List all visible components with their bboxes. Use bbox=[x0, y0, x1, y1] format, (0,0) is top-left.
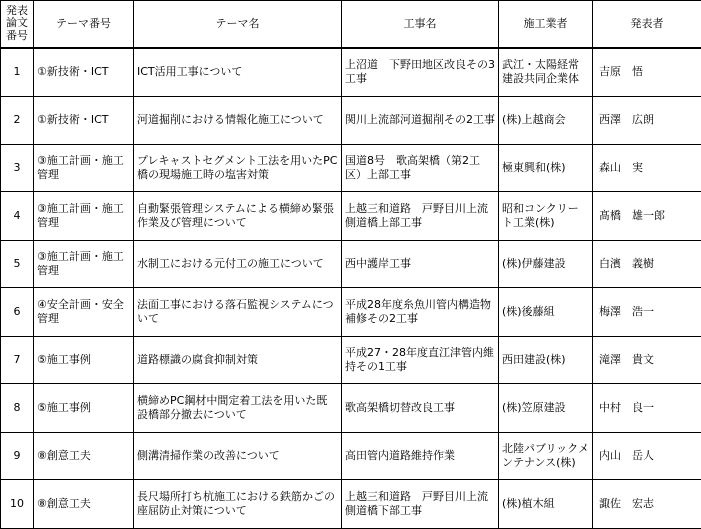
cell-project-name: 高田管内道路維持作業 bbox=[342, 432, 499, 479]
cell-theme-name: プレキャストセグメント工法を用いたPC橋の現場施工時の塩害対策 bbox=[134, 145, 342, 192]
cell-theme-number: ③施工計画・施工管理 bbox=[34, 145, 134, 192]
cell-theme-name: ICT活用工事について bbox=[134, 48, 342, 97]
cell-paper-number: 6 bbox=[1, 288, 34, 337]
cell-presenter: 吉原 悟 bbox=[593, 48, 701, 97]
cell-paper-number: 3 bbox=[1, 145, 34, 192]
cell-presenter: 中村 良一 bbox=[593, 384, 701, 433]
cell-theme-name: 自動緊張管理システムによる横締め緊張作業及び管理について bbox=[134, 192, 342, 241]
cell-contractor: (株)上越商会 bbox=[499, 96, 593, 145]
cell-theme-number: ④安全計画・安全管理 bbox=[34, 288, 134, 337]
cell-theme-number: ③施工計画・施工管理 bbox=[34, 240, 134, 287]
cell-presenter: 梅澤 浩一 bbox=[593, 288, 701, 337]
table-row bbox=[1, 336, 701, 383]
cell-paper-number: 7 bbox=[1, 336, 34, 383]
cell-project-name: 関川上流部河道掘削その2工事 bbox=[342, 96, 499, 145]
cell-project-name: 上越三和道路 戸野目川上流側道橋上部工事 bbox=[342, 192, 499, 241]
cell-project-name: 平成28年度糸魚川管内構造物補修その2工事 bbox=[342, 288, 499, 337]
cell-theme-number: ⑤施工事例 bbox=[34, 336, 134, 383]
cell-presenter: 森山 実 bbox=[593, 145, 701, 192]
cell-paper-number: 10 bbox=[1, 480, 34, 529]
cell-theme-number: ①新技術・ICT bbox=[34, 96, 134, 145]
cell-project-name: 西中護岸工事 bbox=[342, 240, 499, 287]
cell-presenter: 諏佐 宏志 bbox=[593, 480, 701, 529]
table-row bbox=[1, 384, 701, 433]
cell-theme-name: 横締めPC鋼材中間定着工法を用いた既設橋部分撤去について bbox=[134, 384, 342, 433]
cell-project-name: 平成27・28年度直江津管内維持その1工事 bbox=[342, 336, 499, 383]
cell-theme-name: 道路標識の腐食抑制対策 bbox=[134, 336, 342, 383]
table-row bbox=[1, 432, 701, 479]
header-project-name: 工事名 bbox=[342, 1, 499, 48]
cell-presenter: 内山 岳人 bbox=[593, 432, 701, 479]
cell-theme-number: ①新技術・ICT bbox=[34, 48, 134, 97]
table-header-row bbox=[1, 1, 701, 48]
cell-presenter: 滝澤 貴文 bbox=[593, 336, 701, 383]
header-paper-number: 発表 論文 番号 bbox=[1, 1, 34, 48]
table-row bbox=[1, 240, 701, 287]
cell-paper-number: 9 bbox=[1, 432, 34, 479]
table-row bbox=[1, 288, 701, 337]
cell-theme-name: 水制工における元付工の施工について bbox=[134, 240, 342, 287]
cell-project-name: 国道8号 歌高架橋（第2工区）上部工事 bbox=[342, 145, 499, 192]
cell-theme-number: ⑧創意工夫 bbox=[34, 432, 134, 479]
cell-theme-number: ⑤施工事例 bbox=[34, 384, 134, 433]
cell-theme-number: ③施工計画・施工管理 bbox=[34, 192, 134, 241]
cell-contractor: 北陸パブリックメンテナンス(株) bbox=[499, 432, 593, 479]
table-row bbox=[1, 96, 701, 145]
cell-contractor: 極東興和(株) bbox=[499, 145, 593, 192]
cell-paper-number: 2 bbox=[1, 96, 34, 145]
table-row bbox=[1, 48, 701, 97]
table-row bbox=[1, 192, 701, 241]
cell-contractor: (株)植木組 bbox=[499, 480, 593, 529]
cell-paper-number: 1 bbox=[1, 48, 34, 97]
cell-contractor: (株)後藤組 bbox=[499, 288, 593, 337]
cell-contractor: 武江・太陽経常建設共同企業体 bbox=[499, 48, 593, 97]
cell-paper-number: 4 bbox=[1, 192, 34, 241]
header-contractor: 施工業者 bbox=[499, 1, 593, 48]
cell-theme-name: 長尺場所打ち杭施工における鉄筋かごの座屈防止対策について bbox=[134, 480, 342, 529]
header-theme-number: テーマ番号 bbox=[34, 1, 134, 48]
cell-paper-number: 5 bbox=[1, 240, 34, 287]
table-row bbox=[1, 145, 701, 192]
cell-contractor: 西田建設(株) bbox=[499, 336, 593, 383]
cell-project-name: 上沼道 下野田地区改良その3工事 bbox=[342, 48, 499, 97]
cell-theme-name: 法面工事における落石監視システムについて bbox=[134, 288, 342, 337]
cell-project-name: 歌高架橋切替改良工事 bbox=[342, 384, 499, 433]
cell-presenter: 西澤 広朗 bbox=[593, 96, 701, 145]
table-row bbox=[1, 480, 701, 529]
cell-project-name: 上越三和道路 戸野目川上流側道橋下部工事 bbox=[342, 480, 499, 529]
header-theme-name: テーマ名 bbox=[134, 1, 342, 48]
cell-contractor: (株)伊藤建設 bbox=[499, 240, 593, 287]
cell-theme-name: 側溝清掃作業の改善について bbox=[134, 432, 342, 479]
cell-presenter: 髙橋 雄一郎 bbox=[593, 192, 701, 241]
cell-theme-name: 河道掘削における情報化施工について bbox=[134, 96, 342, 145]
cell-contractor: (株)笠原建設 bbox=[499, 384, 593, 433]
cell-paper-number: 8 bbox=[1, 384, 34, 433]
cell-presenter: 白濱 義樹 bbox=[593, 240, 701, 287]
cell-contractor: 昭和コンクリート工業(株) bbox=[499, 192, 593, 241]
header-presenter: 発表者 bbox=[593, 1, 701, 48]
cell-theme-number: ⑧創意工夫 bbox=[34, 480, 134, 529]
